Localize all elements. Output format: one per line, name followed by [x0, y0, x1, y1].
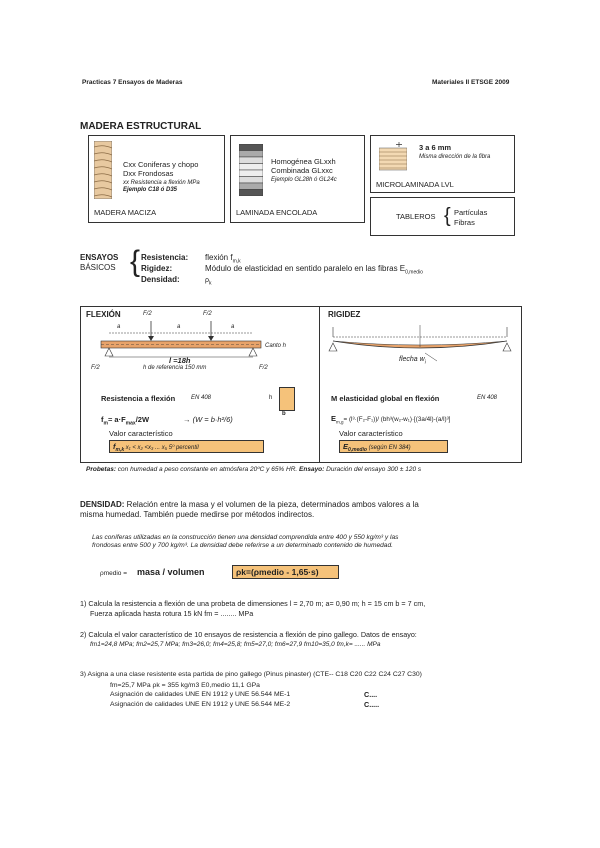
- tableros-brace: {: [444, 205, 451, 227]
- flexion-a1: a: [117, 324, 121, 330]
- section-h: h: [269, 395, 273, 401]
- q3-line2: fm=25,7 MPa ρk = 355 kg/m3 E0,medio 11,1 GPa: [110, 682, 260, 689]
- laminada-label: LAMINADA ENCOLADA: [236, 208, 318, 217]
- flexion-formula: $f_m= a\cdot F_{max}/2W$: [101, 415, 150, 427]
- q3-line4-answer: C.....: [364, 700, 380, 709]
- panel-divider: [319, 307, 320, 462]
- ensayos-r1-key: Resistencia:: [141, 253, 189, 262]
- ensayos-title1: ENSAYOS: [80, 253, 119, 262]
- tableros-opt1: Partículas: [454, 208, 488, 217]
- flexion-fmk-box: $f_{m,k}$ x₁ < x₂ <x₃ ... x₅ 5º percentil: [109, 440, 264, 453]
- laminada-box: [230, 135, 365, 223]
- lvl-box: [370, 135, 515, 193]
- q1-line1: 1) Calcula la resistencia a flexión de una probeta de dimensiones l = 2,70 m; a= 0,90 m; h = 15 cm b = 7 cm,: [80, 599, 426, 608]
- laminada-note: Ejemplo GL28h ó GL24c: [271, 177, 337, 183]
- flexion-f2b: F/2: [203, 311, 212, 317]
- q3-line4: Asignación de calidades UNE EN 1912 y UNE 56.544 ME-2: [110, 701, 291, 708]
- rigidez-valor: Valor característico: [339, 429, 403, 438]
- maciza-line2: Dxx Frondosas: [123, 169, 174, 178]
- section-rect: [279, 387, 295, 411]
- madera-maciza-box: [88, 135, 225, 223]
- rigidez-formula: $E_{m,g}= (l^3\cdot(F_2-F_1))/$ (bh³(w₂-w₁)·[(3a/4l)-(a/l)³]: [331, 414, 451, 425]
- rho-medio-label: ρmedio =: [100, 570, 128, 577]
- ensayos-r1-val: flexión $f_{m,k}$: [205, 253, 241, 265]
- q3-line3-answer: C....: [364, 690, 378, 699]
- rigidez-flecha: flecha $w_i$: [399, 356, 426, 366]
- lvl-label: MICROLAMINADA LVL: [376, 180, 454, 189]
- pk-formula-box: ρk=(ρmedio - 1,65·s): [232, 565, 339, 579]
- rigidez-norm: EN 408: [477, 395, 498, 401]
- rho-equation: masa / volumen: [137, 567, 205, 577]
- maciza-note2: Ejemplo C18 ó D35: [123, 187, 178, 193]
- ensayos-brace: {: [130, 245, 141, 278]
- probetas-note: Probetas: con humedad a peso constante en atmósfera 20ºC y 65% HR. Ensayo: Duración del ensayo 300 ± 120 s: [86, 466, 422, 473]
- flexion-title: FLEXIÓN: [86, 310, 121, 319]
- test-panel: [80, 306, 522, 463]
- header-right: Materiales II ETSGE 2009: [432, 79, 510, 86]
- section-b: b: [282, 411, 286, 417]
- laminated-layers-icon: [239, 144, 263, 196]
- maciza-label: MADERA MACIZA: [94, 208, 157, 217]
- flexion-canto: Canto h: [265, 343, 287, 349]
- flexion-f2c: F/2: [91, 365, 100, 371]
- ensayos-title2: BÁSICOS: [80, 263, 116, 272]
- flexion-f2a: F/2: [143, 311, 152, 317]
- ensayos-r2-key: Rigidez:: [141, 264, 173, 273]
- wood-grain-icon: [94, 141, 112, 199]
- tableros-box: [370, 197, 515, 236]
- ensayos-r2-val: Módulo de elasticidad en sentido paralelo en las fibras $E_{0,medio}$: [205, 264, 423, 276]
- densidad-italic: Las coníferas utilizadas en la construcción tienen una densidad comprendida entre 400 y 550 kg/m³ y las frondosas entre 500 y 700 kg/m³. La densidad debe referirse a un determinado contenido de humedad.: [92, 534, 399, 549]
- q2-line2: fm1=24,8 MPa; fm2=25,7 MPa; fm3=26,0; fm4=25,8; fm5=27,0; fm6=27,9 fm10=35,0 fm,k= ...... MPa: [90, 641, 381, 648]
- q2-line1: 2) Calcula el valor característico de 10 ensayos de resistencia a flexión de pino gallego. Datos de ensayo:: [80, 630, 417, 639]
- rigidez-emedio-box: $E_{0,medio}$ (según EN 384): [339, 440, 448, 453]
- flexion-length: l =18h: [169, 356, 191, 365]
- lvl-note: Misma dirección de la fibra: [419, 154, 491, 160]
- ensayos-r3-key: Densidad:: [141, 275, 180, 284]
- flexion-resist: Resistencia a flexión: [101, 394, 176, 403]
- q1-line2: Fuerza aplicada hasta rotura 15 kN fm = ........ MPa: [90, 609, 254, 618]
- flexion-a2: a: [177, 324, 181, 330]
- flexion-ref: h de referencia 150 mm: [143, 365, 207, 371]
- densidad-text: DENSIDAD: Relación entre la masa y el volumen de la pieza, determinados ambos valores a la misma humedad. También puede medirse por métodos indirectos.: [80, 500, 419, 519]
- flexion-a3: a: [231, 324, 235, 330]
- section-title: MADERA ESTRUCTURAL: [80, 121, 202, 132]
- maciza-line1: Cxx Coniferas y chopo: [123, 160, 199, 169]
- flexion-norm: EN 408: [191, 395, 212, 401]
- flexion-formula-w: → (W = b·h²/6): [183, 415, 233, 424]
- q3-line1: 3) Asigna a una clase resistente esta partida de pino gallego (Pinus pinaster) (CTE-- C18 C20 C22 C24 C27 C30): [80, 671, 422, 678]
- tableros-opt2: Fibras: [454, 218, 475, 227]
- rigidez-modulo: M elasticidad global en flexión: [331, 394, 440, 403]
- tableros-label: TABLEROS: [396, 212, 436, 221]
- q3-line3: Asignación de calidades UNE EN 1912 y UNE 56.544 ME-1: [110, 691, 291, 698]
- flexion-valor: Valor característico: [109, 429, 173, 438]
- laminada-line2: Combinada GLxxc: [271, 166, 333, 175]
- ensayos-r3-val: $\rho_k$: [205, 277, 212, 287]
- maciza-note1: xx Resistencia a flexión MPa: [123, 180, 200, 186]
- laminada-line1: Homogénea GLxxh: [271, 157, 336, 166]
- rigidez-title: RIGIDEZ: [328, 310, 361, 319]
- lvl-dim: 3 a 6 mm: [419, 143, 452, 152]
- header-left: Practicas 7 Ensayos de Maderas: [82, 79, 183, 86]
- veneer-layers-icon: [379, 142, 407, 172]
- flexion-f2d: F/2: [259, 365, 268, 371]
